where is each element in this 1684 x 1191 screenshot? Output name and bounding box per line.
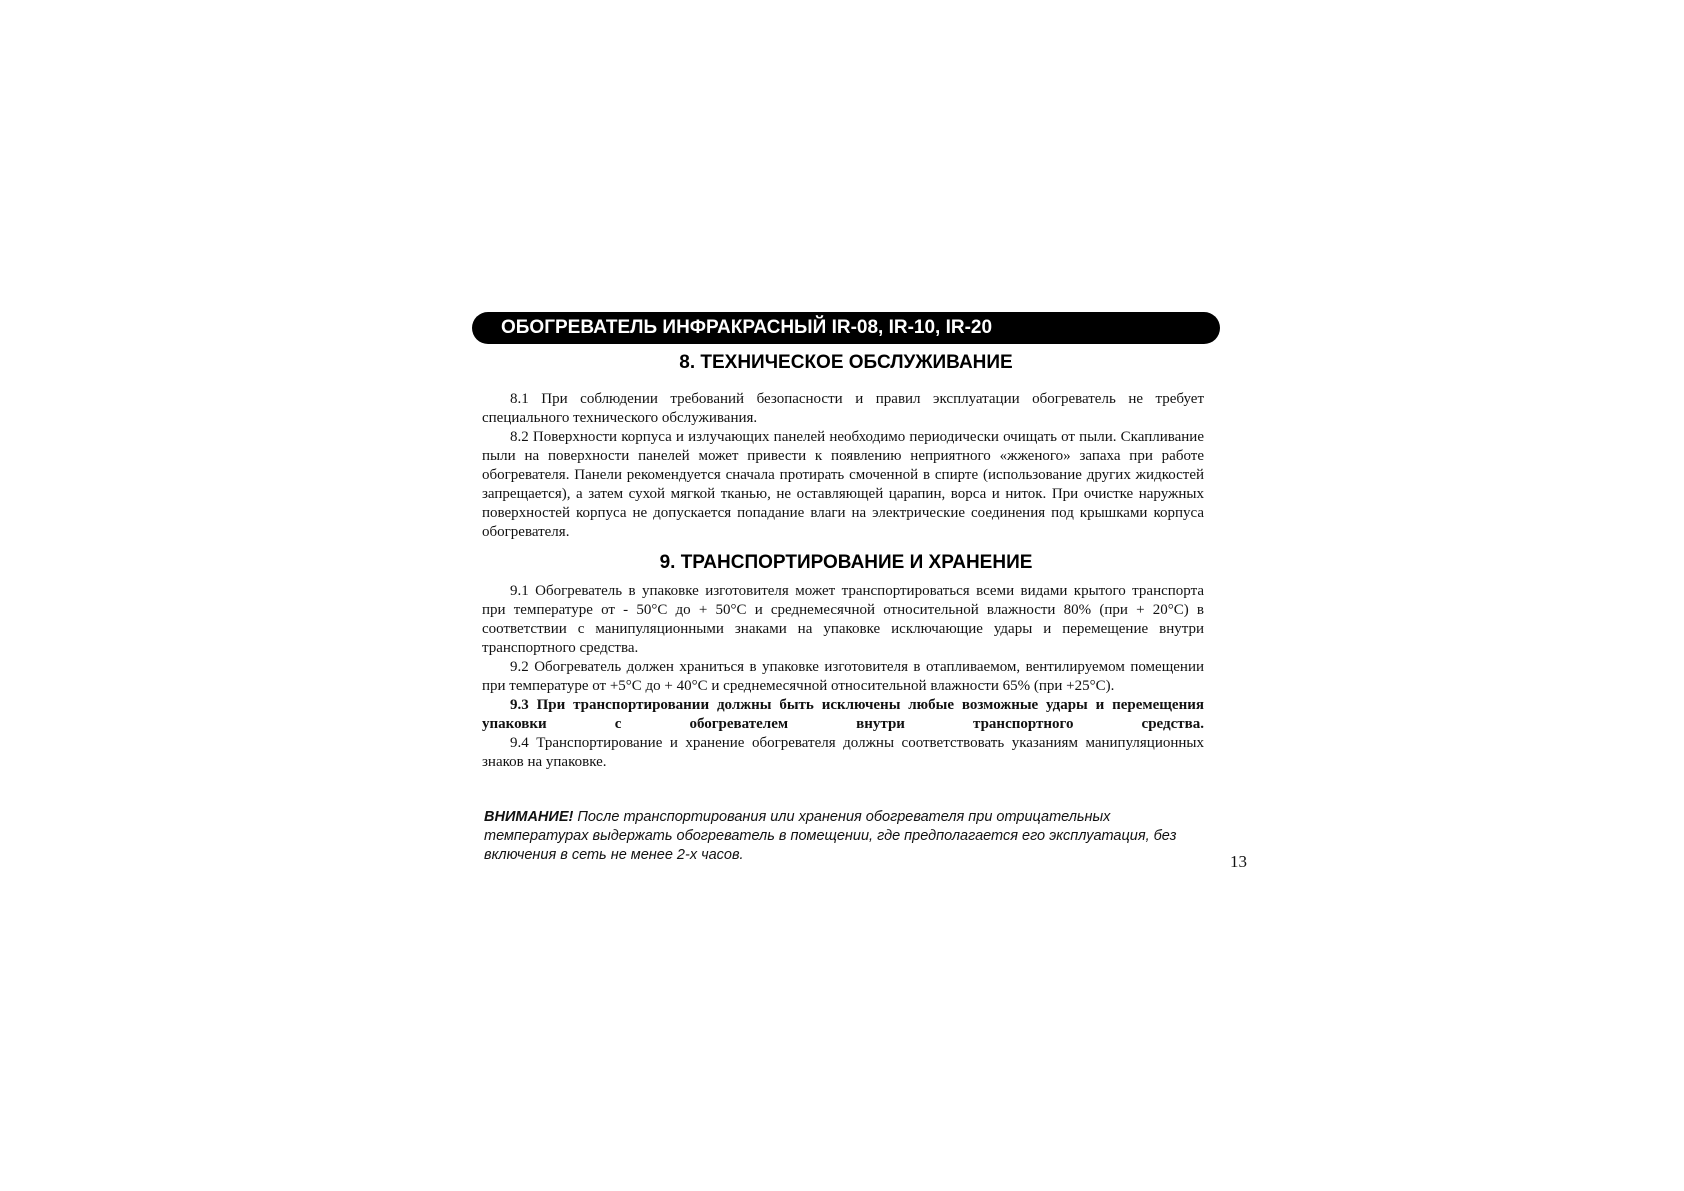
- section-8-title: 8. ТЕХНИЧЕСКОЕ ОБСЛУЖИВАНИЕ: [679, 352, 1013, 373]
- warning-line-2: температурах выдержать обогреватель в помещении, где предполагается его эксплуатация, без: [484, 828, 1177, 844]
- paragraph-8-1: 8.1 При соблюдении требований безопасности и правил эксплуатации обогреватель не требует специального технического обслуживания.: [482, 391, 1204, 426]
- paragraph-8-2: 8.2 Поверхности корпуса и излучающих панелей необходимо периодически очищать от пыли. Скапливание пыли на поверхности панелей может привести к появлению неприятного «жженого» запаха при работе обогревателя. Панели рекомендуется сначала протирать смоченной в спирте (использование других жидкостей запрещается), а затем сухой мягкой тканью, не оставляющей царапин, ворса и ниток. При очистке наружных поверхностей корпуса не допускается попадание влаги на электрические соединения под крышками корпуса обогревателя.: [482, 429, 1204, 540]
- warning-label: ВНИМАНИЕ!: [484, 809, 574, 825]
- section-8-body: [482, 390, 1204, 542]
- header-title: ОБОГРЕВАТЕЛЬ ИНФРАКРАСНЫЙ IR-08, IR-10, IR-20: [501, 317, 993, 338]
- warning-text-1: После транспортирования или хранения обогревателя при отрицательных: [577, 809, 1111, 825]
- section-9-body: [482, 582, 1204, 772]
- warning-note: [484, 808, 1264, 865]
- paragraph-9-4: 9.4 Транспортирование и хранение обогревателя должны соответствовать указаниям манипуляционных знаков на упаковке.: [482, 735, 1204, 770]
- paragraph-9-3: 9.3 При транспортировании должны быть исключены любые возможные удары и перемещения упаковки с обогревателем внутри транспортного средства.: [482, 697, 1204, 732]
- warning-line-3: включения в сеть не менее 2-х часов.: [484, 847, 744, 863]
- page-number: 13: [1230, 852, 1247, 871]
- section-9-title: 9. ТРАНСПОРТИРОВАНИЕ И ХРАНЕНИЕ: [659, 552, 1033, 573]
- paragraph-9-1: 9.1 Обогреватель в упаковке изготовителя может транспортироваться всеми видами крытого транспорта при температуре от - 50°C до + 50°C и среднемесячной относительной влажности 80% (при + 20°C) в соответствии с манипуляционными знаками на упаковке исключающие удары и перемещение внутри транспортного средства.: [482, 583, 1204, 656]
- paragraph-9-2: 9.2 Обогреватель должен храниться в упаковке изготовителя в отапливаемом, вентилируемом помещении при температуре от +5°C до + 40°C и среднемесячной относительной влажности 65% (при +25°C).: [482, 659, 1204, 694]
- header-bar: [472, 312, 1220, 344]
- warning-line-1: [484, 808, 1264, 827]
